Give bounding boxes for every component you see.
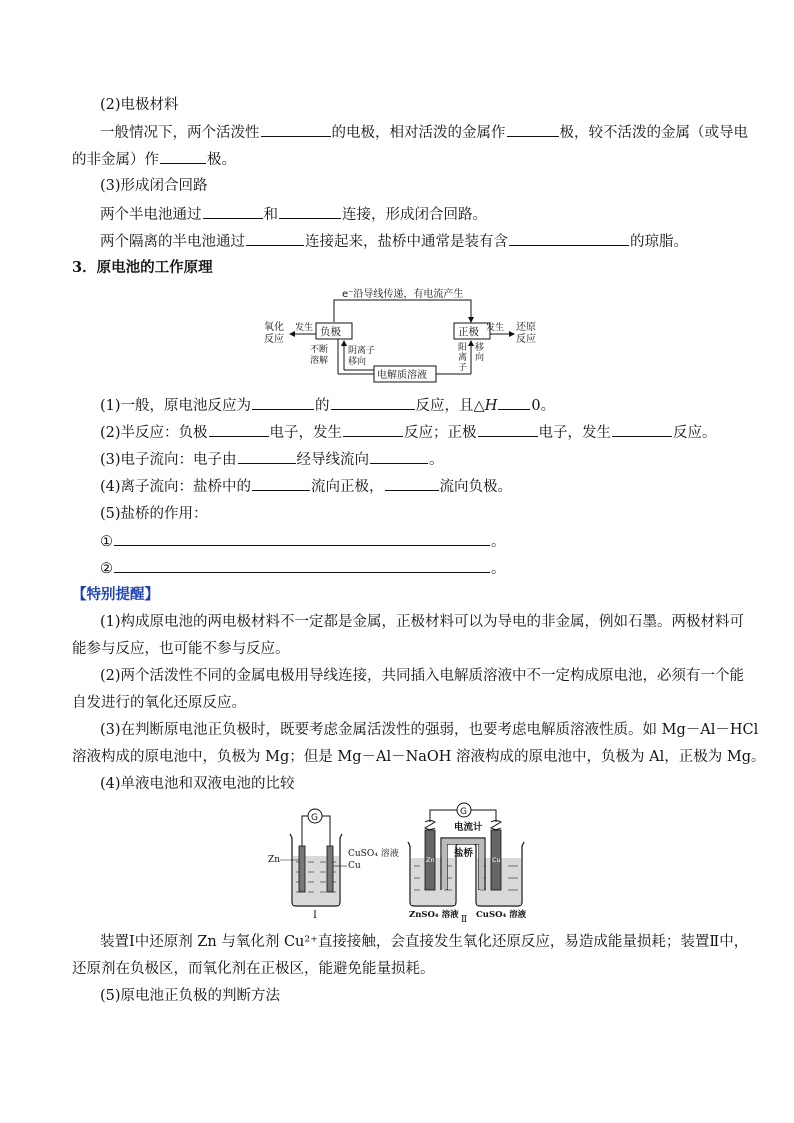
tip-3b: 溶液构成的原电池中，负极为 Mg；但是 Mg－Al－NaOH 溶液构成的原电池中，负极为 Al，正极为 Mg。 [72, 749, 766, 765]
blank[interactable] [612, 422, 672, 437]
zn-electrode [299, 846, 305, 892]
p3-line-b: 两个隔离的半电池通过 连接起来，盐桥中通常是装有含 的琼脂。 [100, 231, 688, 252]
negative-electrode-label: 负极 [320, 326, 341, 338]
cu-electrode [327, 846, 333, 892]
blank[interactable] [331, 395, 415, 410]
cell2-cuso4-label: CuSO₄ 溶液 [476, 910, 527, 920]
blank[interactable] [246, 231, 304, 246]
positive-electrode-label: 正极 [458, 326, 479, 338]
cell1-label: Ⅰ [313, 910, 317, 921]
q3: (3)电子流向：电子由 经导线流向 。 [100, 449, 444, 470]
q4: (4)离子流向：盐桥中的 流向正极， 流向负极。 [100, 476, 512, 497]
blank[interactable] [498, 395, 530, 410]
tip-5: (5)原电池正负极的判断方法 [100, 988, 281, 1004]
q5-item-1: ① 。 [100, 531, 506, 552]
q5-title: (5)盐桥的作用： [100, 506, 208, 522]
diagram-anion-1: 阴离子 [348, 346, 376, 356]
tip-4: (4)单液电池和双液电池的比较 [100, 776, 295, 792]
salt-bridge-label: 盐桥 [454, 848, 474, 859]
principle-diagram [258, 282, 548, 386]
diagram-reduction-1: 还原 [516, 322, 536, 333]
diagram-dissolve-1: 不断 [310, 345, 329, 355]
cell-two [408, 803, 527, 922]
cell-figures [268, 800, 540, 922]
tip-3a: (3)在判断原电池正负极时，既要考虑金属活泼性的强弱，也要考虑电解质溶液性质。如 Mg－Al－HCl [100, 722, 759, 738]
compare-a: 装置Ⅰ中还原剂 Zn 与氧化剂 Cu²⁺直接接触，会直接发生氧化还原反应，易造成能量损耗；装置Ⅱ中， [100, 934, 749, 950]
tip-1b: 能参与反应，也可能不参与反应。 [72, 641, 290, 657]
tip-2a: (2)两个活泼性不同的金属电极用导线连接，共同插入电解质溶液中不一定构成原电池，必须有一个能 [100, 668, 745, 684]
p2-line-a: 一般情况下，两个活泼性 的电极，相对活泼的金属作 极，较不活泼的金属（或导电 [100, 122, 748, 143]
diagram-occur-right: 发生 [486, 323, 505, 333]
blank[interactable] [209, 422, 269, 437]
diagram-oxidation-2: 反应 [264, 334, 284, 345]
p2-line-b: 的非金属）作 极。 [72, 149, 236, 170]
cell2-zn-label: Zn [426, 856, 435, 864]
blank[interactable] [252, 476, 310, 491]
blank[interactable] [279, 204, 341, 219]
blank[interactable] [507, 122, 559, 137]
blank[interactable] [238, 449, 296, 464]
p3-line-a: 两个半电池通过 和 连接，形成闭合回路。 [100, 204, 487, 225]
diagram-top-label: e⁻沿导线传递，有电流产生 [342, 289, 464, 300]
q2: (2)半反应：负极 电子，发生 反应；正极 电子，发生 反应。 [100, 422, 717, 443]
diagram-occur-left: 发生 [295, 323, 314, 333]
galvanometer-g-2: G [460, 807, 467, 817]
ammeter-label: 电流计 [454, 822, 483, 833]
diagram-anion-2: 移向 [348, 357, 367, 367]
tip-2b: 自发进行的氧化还原反应。 [72, 695, 246, 711]
q1: (1)一般，原电池反应为 的 反应，且△H 0。 [100, 395, 555, 416]
blank[interactable] [114, 531, 490, 546]
section-3-title: 3．原电池的工作原理 [72, 259, 213, 276]
diagram-oxidation-1: 氧化 [264, 322, 284, 333]
tip-1a: (1)构成原电池的两电极材料不一定都是金属，正极材料可以为导电的非金属，例如石墨。两极材料可 [100, 614, 745, 630]
blank[interactable] [370, 449, 428, 464]
diagram-cation-2: 离 [458, 353, 468, 363]
cell2-label: Ⅱ [461, 915, 468, 922]
special-tip-label: 【特别提醒】 [72, 586, 159, 603]
blank[interactable] [114, 558, 490, 573]
cell2-znso4-label: ZnSO₄ 溶液 [409, 910, 459, 920]
p2-title: (2)电极材料 [100, 97, 179, 113]
cell1-cu-label: Cu [348, 861, 361, 871]
diagram-move-1: 移 [475, 343, 485, 353]
blank[interactable] [509, 231, 629, 246]
blank[interactable] [160, 149, 206, 164]
electrolyte-label: 电解质溶液 [377, 370, 427, 381]
blank[interactable] [343, 422, 403, 437]
diagram-dissolve-2: 溶解 [310, 356, 329, 366]
cell-one [268, 809, 399, 921]
diagram-reduction-2: 反应 [516, 334, 536, 345]
blank[interactable] [261, 122, 331, 137]
blank[interactable] [478, 422, 538, 437]
q5-item-2: ② 。 [100, 558, 506, 579]
cell1-zn-label: Zn [268, 855, 281, 865]
compare-b: 还原剂在负极区，而氧化剂在正极区，能避免能量损耗。 [72, 961, 435, 977]
p3-title: (3)形成闭合回路 [100, 178, 208, 194]
diagram-cation-1: 阳 [458, 343, 468, 353]
diagram-cation-3: 子 [458, 363, 468, 373]
blank[interactable] [252, 395, 314, 410]
blank[interactable] [385, 476, 439, 491]
cell1-cuso4-label: CuSO₄ 溶液 [348, 849, 399, 859]
cell2-cu-label: Cu [492, 856, 501, 864]
diagram-move-2: 向 [475, 353, 485, 363]
galvanometer-g: G [311, 813, 318, 823]
blank[interactable] [203, 204, 263, 219]
